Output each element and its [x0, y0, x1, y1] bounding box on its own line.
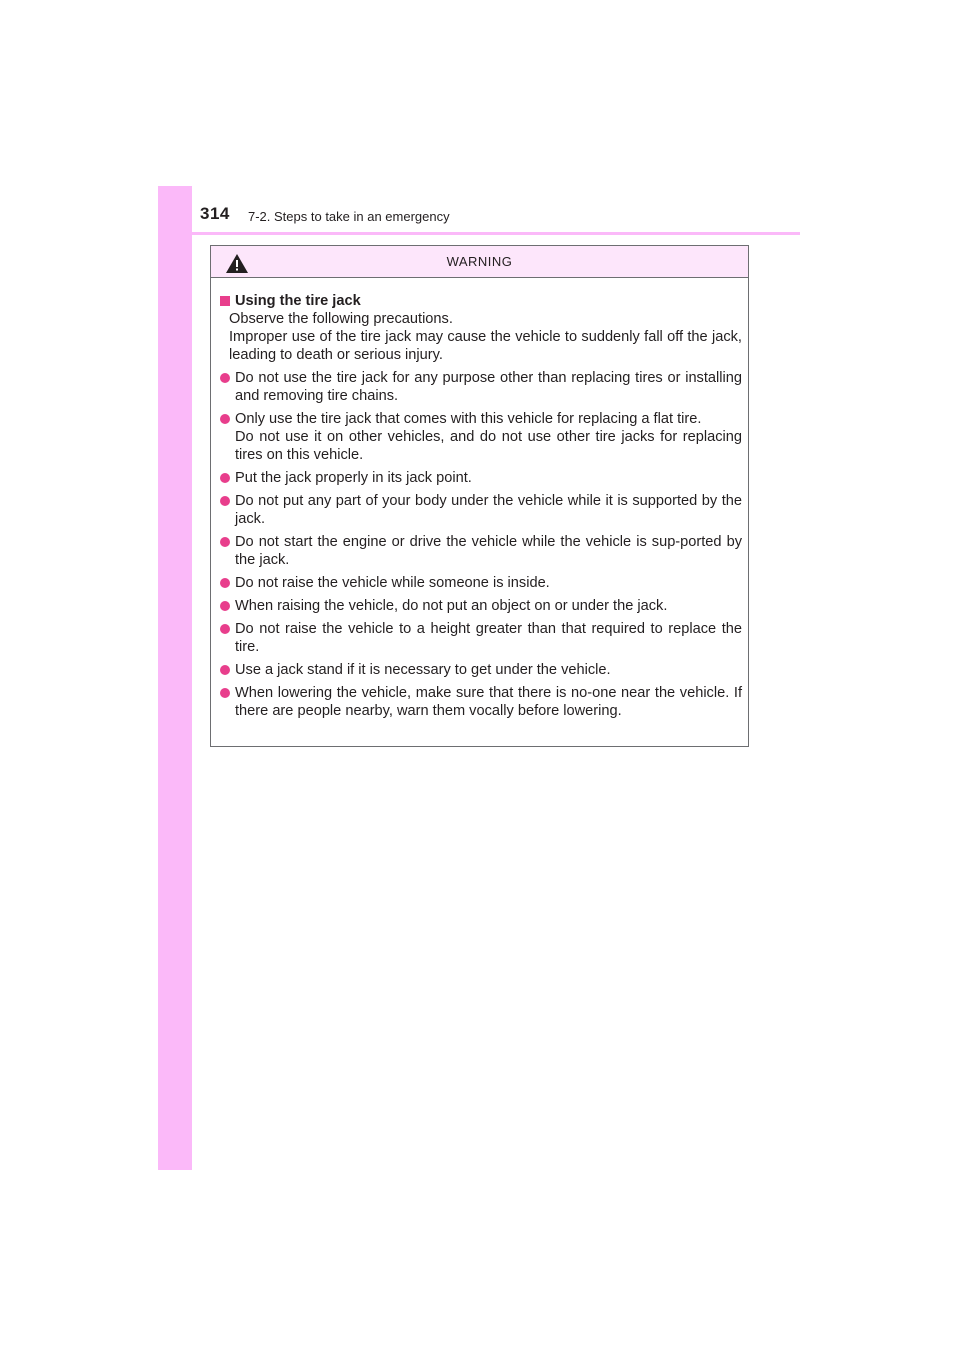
dot-bullet-icon	[220, 688, 230, 698]
list-item-text: Do not raise the vehicle while someone is inside.	[235, 575, 550, 591]
intro-line: Improper use of the tire jack may cause the vehicle to suddenly fall off the jack, leading to death or serious injury.	[229, 329, 742, 363]
square-bullet-icon	[220, 296, 230, 306]
dot-bullet-icon	[220, 601, 230, 611]
dot-bullet-icon	[220, 624, 230, 634]
intro-line: Observe the following precautions.	[229, 311, 453, 327]
page-number: 314	[200, 204, 230, 223]
warning-body	[211, 278, 748, 720]
list-item-text: Do not raise the vehicle to a height greater than that required to replace the tire.	[235, 621, 742, 655]
list-item-text: Do not put any part of your body under the vehicle while it is supported by the jack.	[235, 493, 742, 527]
dot-bullet-icon	[220, 473, 230, 483]
list-item	[220, 620, 742, 656]
list-item	[220, 492, 742, 528]
list-item-text: Use a jack stand if it is necessary to get under the vehicle.	[235, 662, 611, 678]
warning-triangle-icon	[225, 253, 249, 274]
list-item	[220, 684, 742, 720]
list-item-text: Only use the tire jack that comes with this vehicle for replacing a flat tire.	[235, 411, 702, 427]
warning-header	[211, 246, 748, 278]
list-item-text: When raising the vehicle, do not put an object on or under the jack.	[235, 598, 668, 614]
dot-bullet-icon	[220, 665, 230, 675]
list-item	[220, 661, 742, 679]
list-item	[220, 410, 742, 464]
list-item	[220, 574, 742, 592]
section-title: 7-2. Steps to take in an emergency	[248, 209, 450, 224]
side-tab-strip	[158, 186, 192, 1170]
list-item-text: When lowering the vehicle, make sure that there is no-one near the vehicle. If there are people nearby, warn them vocally before lowering.	[235, 685, 742, 719]
list-item	[220, 369, 742, 405]
warning-label: WARNING	[446, 254, 513, 269]
topic-title: Using the tire jack	[235, 293, 361, 309]
list-item	[220, 469, 742, 487]
dot-bullet-icon	[220, 373, 230, 383]
list-item-text: Do not use the tire jack for any purpose other than replacing tires or installing and removing tire chains.	[235, 370, 742, 404]
dot-bullet-icon	[220, 537, 230, 547]
dot-bullet-icon	[220, 578, 230, 588]
list-item-text: Do not use it on other vehicles, and do not use other tire jacks for replacing tires on this vehicle.	[235, 429, 742, 463]
dot-bullet-icon	[220, 496, 230, 506]
precaution-list	[220, 369, 742, 720]
list-item-text: Put the jack properly in its jack point.	[235, 470, 472, 486]
list-item	[220, 597, 742, 615]
dot-bullet-icon	[220, 414, 230, 424]
warning-box	[210, 245, 749, 747]
list-item-text: Do not start the engine or drive the vehicle while the vehicle is sup-ported by the jack.	[235, 534, 742, 568]
header-rule	[158, 232, 800, 235]
topic-heading	[220, 292, 742, 310]
list-item	[220, 533, 742, 569]
intro-text	[229, 310, 742, 364]
